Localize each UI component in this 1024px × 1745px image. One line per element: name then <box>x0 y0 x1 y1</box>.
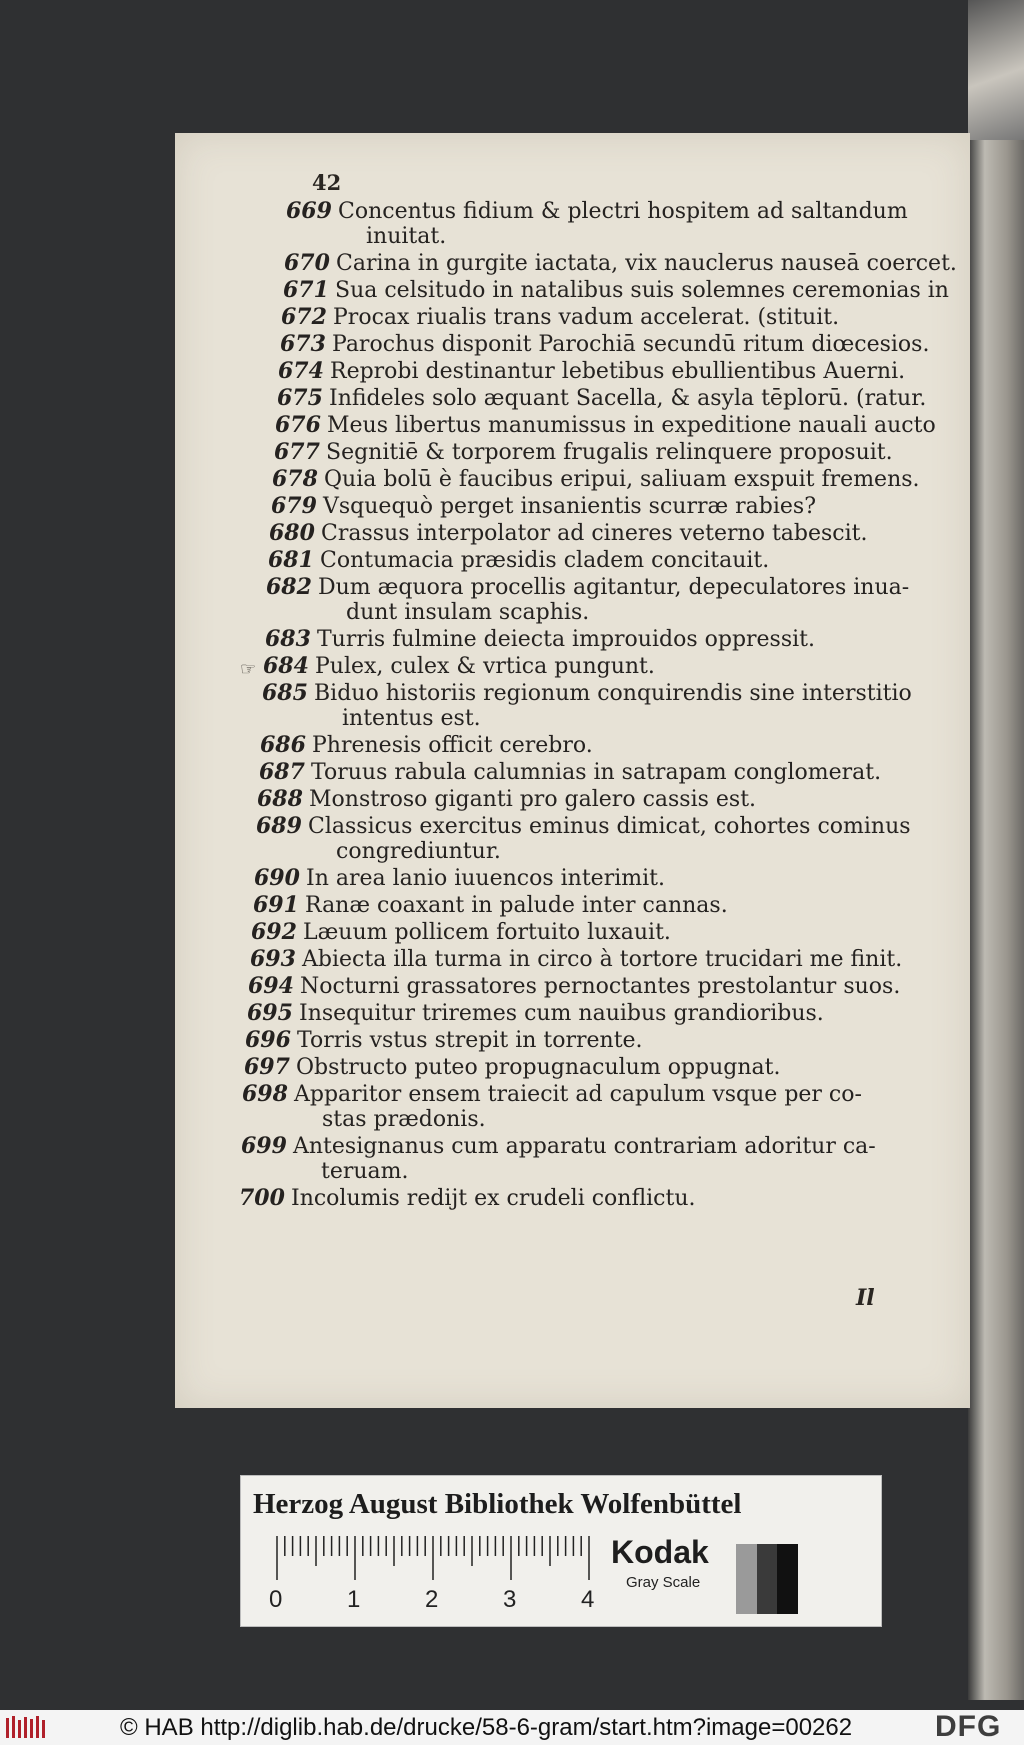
entry-number: 688 <box>257 786 303 812</box>
entry-text: Procax riualis trans vadum accelerat. (stituit. <box>333 305 840 330</box>
footer-url[interactable]: © HAB http://diglib.hab.de/drucke/58-6-gram/start.htm?image=00262 <box>120 1714 853 1741</box>
manicule-icon: ☞ <box>240 659 257 680</box>
ruler-label: 4 <box>581 1586 595 1613</box>
entry-text: Meus libertus manumissus in expeditione nauali aucto <box>327 413 936 438</box>
entry-text: Dum æquora procellis agitantur, depeculatores inua- <box>318 575 910 600</box>
entry-continuation: intentus est. <box>342 706 481 731</box>
entry-continuation: teruam. <box>321 1159 409 1184</box>
entry-number: 674 <box>278 358 324 384</box>
entry-number: 678 <box>272 466 318 492</box>
entry-number: 680 <box>269 520 315 546</box>
entry-text: Quia bolū è faucibus eripui, saliuam exspuit fremens. <box>324 467 920 492</box>
entry-text: Classicus exercitus eminus dimicat, cohortes cominus <box>308 814 911 839</box>
entry-text: Concentus fidium & plectri hospitem ad saltandum <box>338 199 908 224</box>
entry-text: Parochus disponit Parochiā secundū ritum diœcesios. <box>332 332 930 357</box>
entry-number: 695 <box>247 1000 293 1026</box>
footer-bar <box>0 1710 1024 1745</box>
entry-text: Infideles solo æquant Sacella, & asyla tēplorū. (ratur. <box>329 386 927 411</box>
entry-number: 686 <box>260 732 306 758</box>
book-edge-top <box>968 0 1024 140</box>
chart-title: Herzog August Bibliothek Wolfenbüttel <box>253 1488 742 1520</box>
entry-number: 669 <box>286 198 332 224</box>
entry-text: Nocturni grassatores pernoctantes prestolantur suos. <box>300 974 901 999</box>
entry-text: Incolumis redijt ex crudeli conflictu. <box>291 1186 696 1211</box>
entry-text: Toruus rabula calumnias in satrapam conglomerat. <box>311 760 882 785</box>
dfg-logo: DFG <box>935 1710 1002 1743</box>
entry-number: 697 <box>244 1054 290 1080</box>
entry-continuation: dunt insulam scaphis. <box>346 600 590 625</box>
entry-text: Vsquequò perget insanientis scurræ rabies? <box>323 494 817 519</box>
entry-text: Insequitur triremes cum nauibus grandioribus. <box>299 1001 824 1026</box>
entry-text: Turris fulmine deiecta improuidos oppressit. <box>317 627 816 652</box>
gray-patch <box>757 1544 778 1614</box>
page-number: 42 <box>312 170 342 195</box>
entry-number: 672 <box>281 304 327 330</box>
entry-text: Contumacia præsidis cladem concitauit. <box>320 548 770 573</box>
signature-mark: Il <box>856 1285 875 1311</box>
entry-number: 681 <box>268 547 314 573</box>
entry-text: Sua celsitudo in natalibus suis solemnes ceremonias in <box>335 278 949 303</box>
entry-continuation: congrediuntur. <box>336 839 501 864</box>
entry-text: Abiecta illa turma in circo à tortore trucidari me finit. <box>302 947 903 972</box>
entry-text: In area lanio iuuencos interimit. <box>306 866 665 891</box>
entry-number: 683 <box>265 626 311 652</box>
entry-number: 675 <box>277 385 323 411</box>
entry-continuation: inuitat. <box>366 224 447 249</box>
entry-text: Læuum pollicem fortuito luxauit. <box>303 920 671 945</box>
entry-number: 687 <box>259 759 305 785</box>
kodak-brand: Kodak <box>611 1534 709 1570</box>
entry-number: 673 <box>280 331 326 357</box>
ruler-label: 3 <box>503 1586 517 1613</box>
entry-continuation: stas prædonis. <box>322 1107 486 1132</box>
entry-text: Antesignanus cum apparatu contrariam adoritur ca- <box>293 1134 876 1159</box>
book-edge <box>968 0 1024 1700</box>
entry-number: 691 <box>253 892 299 918</box>
entry-text: Pulex, culex & vrtica pungunt. <box>315 654 655 679</box>
gray-patch <box>777 1544 798 1614</box>
entry-number: 696 <box>245 1027 291 1053</box>
entry-number: 700 <box>239 1185 285 1211</box>
entry-number: 677 <box>274 439 320 465</box>
entry-text: Phrenesis officit cerebro. <box>312 733 593 758</box>
entry-number: 682 <box>266 574 312 600</box>
entry-number: 689 <box>256 813 302 839</box>
entry-number: 685 <box>262 680 308 706</box>
entry-text: Segnitiē & torporem frugalis relinquere proposuit. <box>326 440 893 465</box>
entry-number: 698 <box>242 1081 288 1107</box>
gray-patch <box>736 1544 757 1614</box>
hab-logo-icon <box>4 1714 48 1740</box>
entry-number: 684 <box>263 653 309 679</box>
entry-number: 694 <box>248 973 294 999</box>
entry-text: Torris vstus strepit in torrente. <box>297 1028 643 1053</box>
entry-number: 679 <box>271 493 317 519</box>
entry-number: 671 <box>283 277 329 303</box>
entry-number: 676 <box>275 412 321 438</box>
ruler-label: 0 <box>269 1586 283 1613</box>
entry-text: Monstroso giganti pro galero cassis est. <box>309 787 757 812</box>
entry-text: Reprobi destinantur lebetibus ebullientibus Auerni. <box>330 359 906 384</box>
gray-scale-label: Gray Scale <box>626 1574 701 1591</box>
ruler <box>273 1536 593 1586</box>
entry-text: Biduo historiis regionum conquirendis sine interstitio <box>314 681 912 706</box>
entry-text: Carina in gurgite iactata, vix nauclerus nauseā coercet. <box>336 251 957 276</box>
entry-number: 699 <box>241 1133 287 1159</box>
entry-number: 690 <box>254 865 300 891</box>
entry-text: Obstructo puteo propugnaculum oppugnat. <box>296 1055 781 1080</box>
entry-number: 693 <box>250 946 296 972</box>
entry-number: 692 <box>251 919 297 945</box>
entry-number: 670 <box>284 250 330 276</box>
entry-text: Ranæ coaxant in palude inter cannas. <box>305 893 728 918</box>
color-chart <box>240 1475 882 1627</box>
ruler-label: 2 <box>425 1586 439 1613</box>
entry-text: Apparitor ensem traiecit ad capulum vsque per co- <box>294 1082 862 1107</box>
entry-text: Crassus interpolator ad cineres veterno tabescit. <box>321 521 868 546</box>
ruler-label: 1 <box>347 1586 361 1613</box>
gray-patches <box>736 1544 798 1614</box>
book-page <box>175 133 970 1408</box>
